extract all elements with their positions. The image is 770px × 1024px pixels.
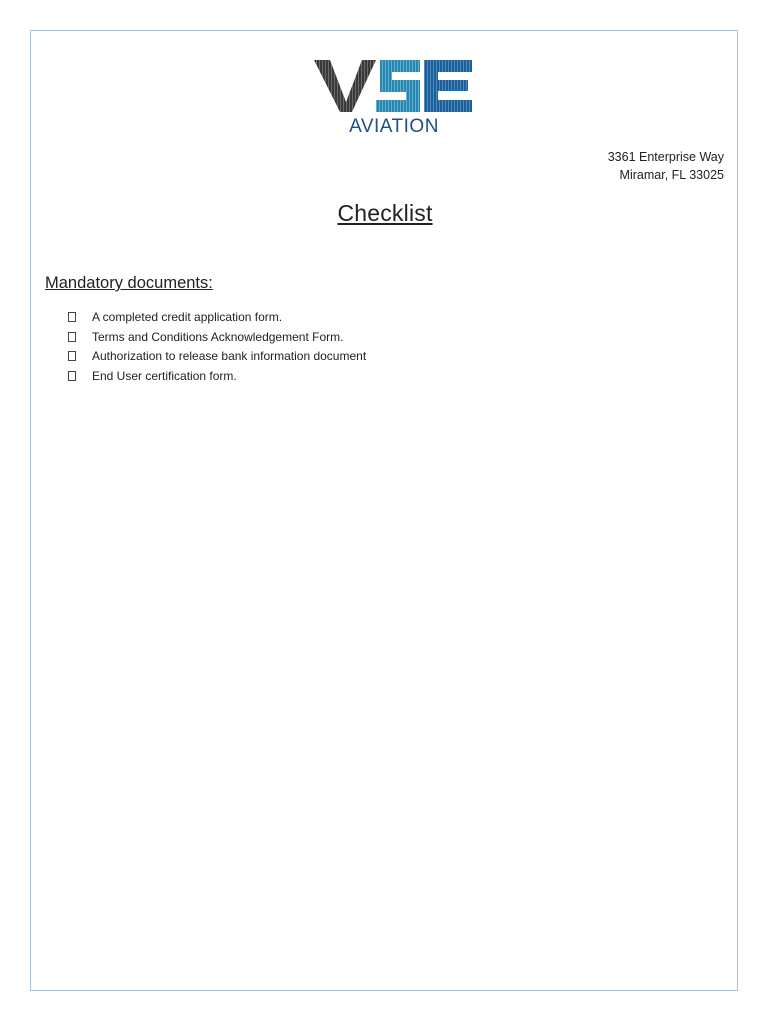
- address-street: 3361 Enterprise Way: [607, 150, 724, 164]
- page-title: Checklist: [337, 200, 433, 226]
- mandatory-documents-heading: Mandatory documents:: [45, 274, 213, 292]
- logo-graphic: [314, 58, 474, 138]
- document-label: Terms and Conditions Acknowledgement Form.: [92, 329, 344, 344]
- checkbox[interactable]: [68, 351, 76, 361]
- list-item: [68, 347, 366, 367]
- list-item: [68, 307, 366, 327]
- list-item: [68, 366, 366, 386]
- checkbox[interactable]: [68, 312, 76, 322]
- checkbox[interactable]: [68, 332, 76, 342]
- document-label: End User certification form.: [92, 369, 237, 384]
- document-label: Authorization to release bank information document: [92, 349, 367, 364]
- checkbox[interactable]: [68, 371, 76, 381]
- logo-aviation-text: AVIATION: [349, 116, 439, 137]
- document-label: A completed credit application form.: [92, 309, 283, 324]
- mandatory-documents-list: [68, 307, 366, 386]
- vse-aviation-logo: [314, 58, 474, 138]
- company-address: [608, 148, 724, 184]
- list-item: [68, 327, 366, 347]
- address-city: Miramar, FL 33025: [619, 168, 724, 182]
